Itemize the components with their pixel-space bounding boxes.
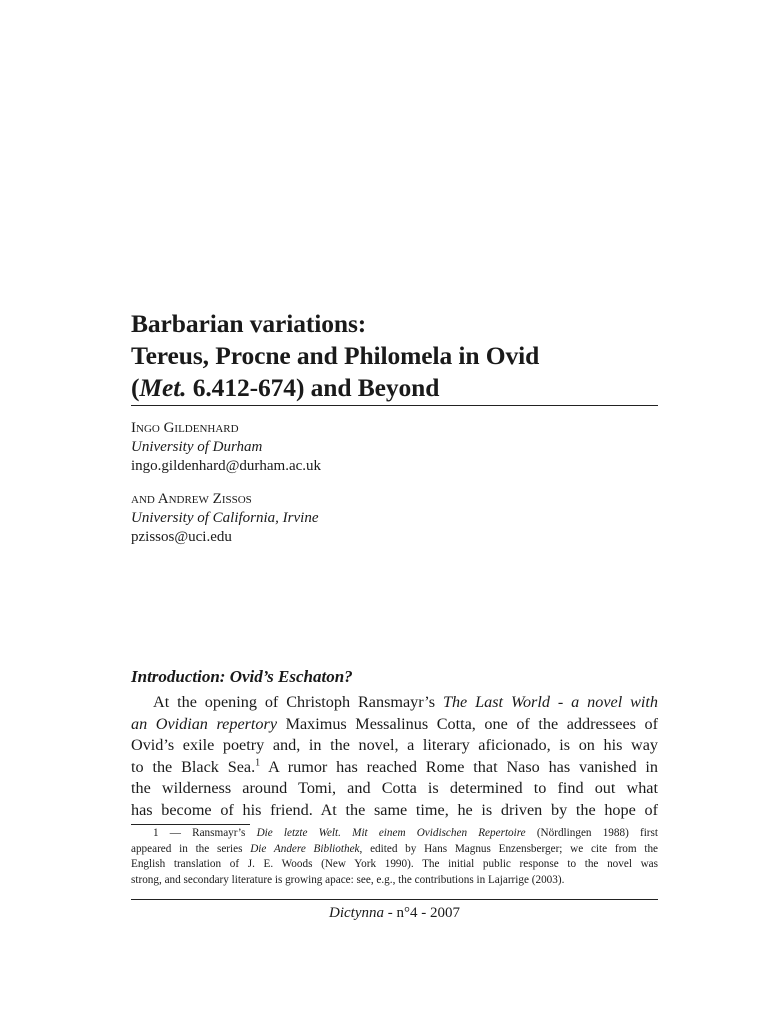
body-italic-span: an Ovidian repertory <box>131 714 278 733</box>
footnote-italic-span: Die Andere Bibliothek <box>250 842 360 855</box>
footnote-text-span: appeared in the series <box>131 842 251 855</box>
journal-issue: - n°4 - 2007 <box>383 905 460 921</box>
footnote-italic-span: Die letzte Welt. Mit einem Ovidischen Repertoire <box>256 827 526 839</box>
footnote-line <box>131 842 658 858</box>
title-divider <box>131 405 658 406</box>
author-affiliation: University of California, Irvine <box>131 510 319 526</box>
body-line <box>131 714 658 736</box>
author-affiliation: University of Durham <box>131 439 263 455</box>
author-email[interactable]: pzissos@uci.edu <box>131 529 232 545</box>
footnote-text-span: (Nördlingen 1988) first <box>525 827 658 839</box>
footnote-line <box>131 826 658 842</box>
footnote-text-span: , edited by Hans Magnus Enzensberger; we cite from the <box>359 842 659 855</box>
title-line-3-rest: 6.412-674) and Beyond <box>186 373 440 402</box>
body-paragraph <box>131 692 658 822</box>
body-italic-span: The Last World - a novel with <box>442 693 658 711</box>
title-line-2: Tereus, Procne and Philomela in Ovid <box>131 341 540 370</box>
paper-page <box>131 0 658 1024</box>
title-line-3 <box>131 372 658 404</box>
author-name: Ingo Gildenhard <box>131 420 239 436</box>
author-email[interactable]: ingo.gildenhard@durham.ac.uk <box>131 458 322 474</box>
author-name: and Andrew Zissos <box>131 491 252 507</box>
body-line: Ovid’s exile poetry and, in the novel, a literary aficionado, is on his way <box>131 736 658 755</box>
body-text-span: At the opening of Christoph Ransmayr’s <box>153 693 443 711</box>
footnote-number: 1 — Ransmayr’s <box>153 827 257 839</box>
body-line: the wilderness around Tomi, and Cotta is determined to find out what <box>131 779 658 798</box>
title-line-3-italic: Met. <box>139 373 187 402</box>
footnote-line: English translation of J. E. Woods (New York 1990). The initial public response to the novel was <box>131 858 658 871</box>
body-line <box>131 757 658 779</box>
footnote <box>131 826 658 888</box>
footer-divider <box>131 899 658 900</box>
footnote-marker[interactable]: 1 <box>255 757 261 769</box>
footnote-line: strong, and secondary literature is growing apace: see, e.g., the contributions in Lajarrige (2003). <box>131 873 565 886</box>
journal-name: Dictynna <box>329 905 384 921</box>
paper-title <box>131 308 658 404</box>
body-line <box>131 692 658 714</box>
section-heading: Introduction: Ovid’s Eschaton? <box>131 667 353 686</box>
title-line-1: Barbarian variations: <box>131 309 367 338</box>
footnote-divider <box>131 824 250 825</box>
body-text-span: to the Black Sea. <box>131 757 256 776</box>
page-footer <box>131 903 658 923</box>
body-line: has become of his friend. At the same time, he is driven by the hope of <box>131 800 658 819</box>
author-block-2 <box>131 490 658 547</box>
author-block-1 <box>131 419 658 476</box>
body-text-span: A rumor has reached Rome that Naso has vanished in <box>260 757 658 776</box>
body-text-span: Maximus Messalinus Cotta, one of the addressees of <box>277 714 658 733</box>
title-line-3-open: ( <box>131 373 140 402</box>
